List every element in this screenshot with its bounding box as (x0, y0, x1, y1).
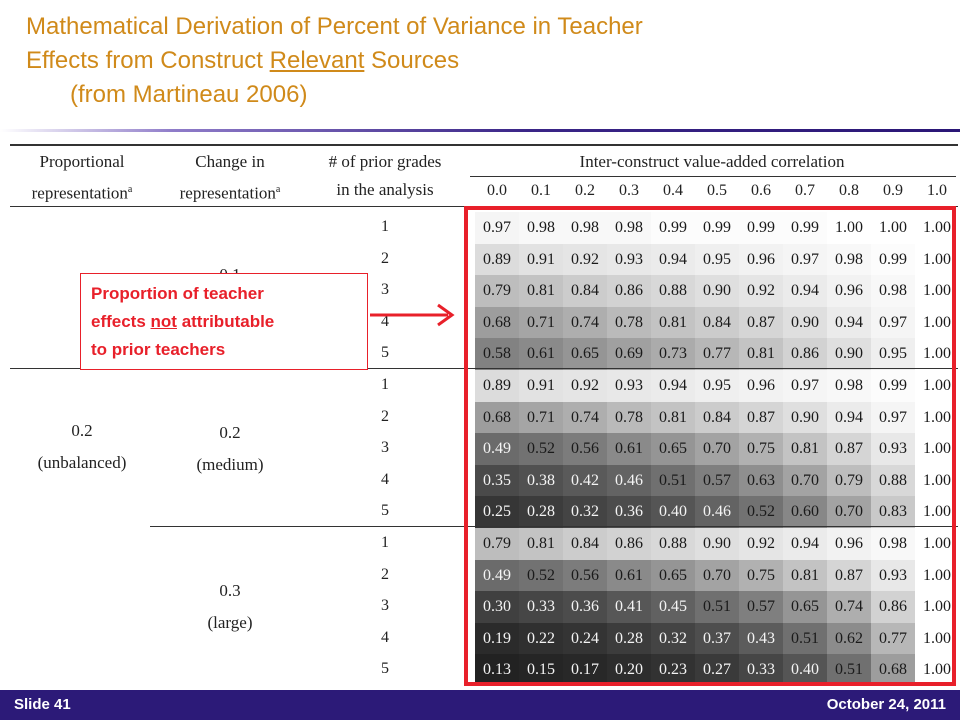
table-cell: 0.62 (827, 623, 871, 655)
table-cell: 0.24 (563, 623, 607, 655)
table-cell: 0.68 (475, 307, 519, 339)
table-cell: 0.97 (783, 370, 827, 402)
table-cell: 0.25 (475, 496, 519, 528)
callout-underlined-word: not (150, 312, 177, 331)
table-cell: 0.57 (695, 465, 739, 497)
table-cell: 0.90 (695, 528, 739, 560)
table-cell: 0.52 (519, 560, 563, 592)
table-cell: 0.77 (871, 623, 915, 655)
table-cell: 0.15 (519, 654, 563, 686)
table-cell: 0.43 (739, 623, 783, 655)
table-cell: 0.63 (739, 465, 783, 497)
highlight-box (464, 206, 956, 686)
table-cell: 0.52 (519, 433, 563, 465)
proportional-label: 0.2 (unbalanced) (37, 421, 127, 472)
table-cell: 0.69 (607, 338, 651, 370)
slide-title (26, 10, 946, 112)
title-line-2-post: Sources (364, 47, 460, 74)
change-label: 0.3 (large) (207, 581, 253, 632)
table-cell: 0.94 (827, 402, 871, 434)
table-cell: 0.40 (651, 496, 695, 528)
table-cell: 0.86 (871, 591, 915, 623)
table-cell: 0.95 (695, 370, 739, 402)
table-cell: 0.83 (871, 496, 915, 528)
grade-count: 2 (381, 249, 389, 267)
table-cell: 0.99 (651, 212, 695, 244)
table-cell: 0.92 (563, 244, 607, 276)
table-cell: 0.93 (607, 370, 651, 402)
table-cell: 0.91 (519, 244, 563, 276)
table-top-rule (10, 144, 958, 146)
grade-count: 1 (381, 376, 389, 393)
table-cell: 0.37 (695, 623, 739, 655)
table-cell: 0.92 (563, 370, 607, 402)
table-cell: 0.88 (651, 528, 695, 560)
table-cell: 0.70 (827, 496, 871, 528)
table-cell: 0.32 (563, 496, 607, 528)
table-cell: 1.00 (915, 244, 959, 276)
table-cell: 0.33 (519, 591, 563, 623)
grade-count: 3 (381, 439, 389, 457)
table-cell: 0.98 (563, 212, 607, 244)
table-cell: 0.84 (695, 307, 739, 339)
table-cell: 0.74 (827, 591, 871, 623)
table-cell: 0.97 (783, 244, 827, 276)
table-cell: 0.52 (739, 496, 783, 528)
title-source: (from Martineau 2006) (70, 81, 308, 108)
table-cell: 0.90 (695, 275, 739, 307)
table-cell: 0.94 (827, 307, 871, 339)
header-proportional: Proportional representation$^a$ (31, 152, 133, 203)
table-cell: 0.68 (475, 402, 519, 434)
table-cell: 0.93 (607, 244, 651, 276)
table-cell: 0.94 (651, 244, 695, 276)
table-cell: 0.81 (519, 275, 563, 307)
grade-count: 1 (381, 534, 389, 551)
table-cell: 0.81 (651, 402, 695, 434)
callout-box (80, 273, 368, 370)
table-cell: 0.93 (871, 560, 915, 592)
table-cell: 1.00 (915, 654, 959, 686)
table-cell: 1.00 (827, 212, 871, 244)
table-cell: 0.81 (783, 560, 827, 592)
table-cell: 0.99 (871, 370, 915, 402)
table-cell: 0.92 (739, 275, 783, 307)
table-cell: 0.60 (783, 496, 827, 528)
correlation-col-header: 0.7 (795, 182, 815, 199)
table-cell: 0.84 (563, 275, 607, 307)
table-cell: 0.70 (695, 560, 739, 592)
table-cell: 0.94 (651, 370, 695, 402)
grade-count: 4 (381, 470, 389, 488)
title-line-1: Mathematical Derivation of Percent of Variance in Teacher (26, 13, 643, 40)
table-cell: 0.49 (475, 560, 519, 592)
correlation-col-header: 0.1 (531, 182, 551, 199)
table-cell: 1.00 (915, 591, 959, 623)
table-cell: 0.86 (607, 275, 651, 307)
table-cell: 0.89 (475, 370, 519, 402)
table-cell: 0.45 (651, 591, 695, 623)
correlation-col-header: 0.0 (487, 182, 507, 199)
grade-count: 3 (381, 281, 389, 299)
table-cell: 0.75 (739, 560, 783, 592)
table-cell: 1.00 (915, 370, 959, 402)
table-cell: 1.00 (915, 528, 959, 560)
table-cell: 0.87 (739, 402, 783, 434)
title-underlined-word: Relevant (269, 47, 365, 74)
table-cell: 0.73 (651, 338, 695, 370)
table-cell: 0.74 (563, 402, 607, 434)
table-cell: 0.51 (783, 623, 827, 655)
title-divider (0, 129, 960, 132)
table-cell: 0.51 (827, 654, 871, 686)
table-cell: 0.35 (475, 465, 519, 497)
table-cell: 0.91 (519, 370, 563, 402)
grade-count: 3 (381, 597, 389, 615)
table-cell: 0.70 (695, 433, 739, 465)
correlation-col-header: 0.2 (575, 182, 595, 199)
grade-count: 5 (381, 344, 389, 362)
table-cell: 0.98 (871, 528, 915, 560)
table-cell: 0.65 (783, 591, 827, 623)
header-change: Change in representation$^a$ (179, 152, 281, 203)
table-cell: 0.23 (651, 654, 695, 686)
table-cell: 0.41 (607, 591, 651, 623)
grade-count: 5 (381, 502, 389, 520)
table-cell: 0.17 (563, 654, 607, 686)
table-cell: 0.90 (783, 307, 827, 339)
table-cell: 0.87 (739, 307, 783, 339)
table-cell: 1.00 (915, 623, 959, 655)
table-cell: 0.74 (563, 307, 607, 339)
table-cell: 0.79 (475, 528, 519, 560)
table-cell: 0.61 (519, 338, 563, 370)
table-cell: 0.51 (651, 465, 695, 497)
table-cell: 0.81 (783, 433, 827, 465)
table-cell: 0.65 (563, 338, 607, 370)
table-cell: 0.78 (607, 307, 651, 339)
correlation-col-header: 1.0 (927, 182, 947, 199)
table-cell: 0.19 (475, 623, 519, 655)
corr-header-rule (470, 176, 956, 177)
table-cell: 1.00 (915, 560, 959, 592)
table-cell: 0.27 (695, 654, 739, 686)
table-cell: 1.00 (915, 433, 959, 465)
table-cell: 0.95 (695, 244, 739, 276)
arrow-right-icon (368, 300, 464, 330)
table-cell: 1.00 (915, 465, 959, 497)
table-cell: 0.40 (783, 654, 827, 686)
table-cell: 0.99 (695, 212, 739, 244)
callout-line-2-pre: effects (91, 312, 151, 331)
table-cell: 0.36 (607, 496, 651, 528)
table-cell: 0.97 (871, 307, 915, 339)
table-cell: 0.99 (739, 212, 783, 244)
table-cell: 0.28 (607, 623, 651, 655)
table-cell: 1.00 (871, 212, 915, 244)
table-cell: 0.49 (475, 433, 519, 465)
table-cell: 0.98 (519, 212, 563, 244)
table-cell: 0.84 (695, 402, 739, 434)
table-cell: 0.96 (739, 244, 783, 276)
correlation-col-header: 0.8 (839, 182, 859, 199)
grade-count: 2 (381, 407, 389, 425)
table-cell: 0.32 (651, 623, 695, 655)
table-cell: 0.93 (871, 433, 915, 465)
table-cell: 0.81 (519, 528, 563, 560)
table-cell: 0.79 (475, 275, 519, 307)
table-cell: 0.90 (827, 338, 871, 370)
table-cell: 0.79 (827, 465, 871, 497)
table-cell: 0.22 (519, 623, 563, 655)
table-cell: 0.87 (827, 433, 871, 465)
correlation-col-header: 0.3 (619, 182, 639, 199)
table-cell: 0.94 (783, 275, 827, 307)
table-cell: 0.98 (871, 275, 915, 307)
table-cell: 0.88 (871, 465, 915, 497)
table-cell: 0.42 (563, 465, 607, 497)
table-cell: 0.33 (739, 654, 783, 686)
table-cell: 0.65 (651, 433, 695, 465)
table-cell: 0.87 (827, 560, 871, 592)
table-cell: 0.70 (783, 465, 827, 497)
table-cell: 1.00 (915, 402, 959, 434)
table-cell: 0.20 (607, 654, 651, 686)
header-prior-grades: # of prior grades in the analysis (328, 152, 442, 199)
table-cell: 0.56 (563, 433, 607, 465)
table-cell: 0.65 (651, 560, 695, 592)
table-cell: 0.84 (563, 528, 607, 560)
table-cell: 0.94 (783, 528, 827, 560)
callout-line-2-post: attributable (176, 312, 275, 331)
table-cell: 0.57 (739, 591, 783, 623)
table-cell: 0.58 (475, 338, 519, 370)
grade-count: 5 (381, 660, 389, 678)
callout-line-3: to prior teachers (91, 340, 226, 359)
correlation-col-header: 0.4 (663, 182, 683, 199)
correlation-col-header: 0.9 (883, 182, 903, 199)
grade-count: 4 (381, 628, 389, 646)
slide-number: Slide 41 (14, 696, 71, 713)
table-cell: 0.96 (827, 528, 871, 560)
callout-line-1: Proportion of teacher (91, 284, 264, 303)
table-cell: 0.68 (871, 654, 915, 686)
table-cell: 1.00 (915, 496, 959, 528)
table-cell: 0.28 (519, 496, 563, 528)
table-cell: 0.97 (871, 402, 915, 434)
change-label: 0.2 (medium) (196, 423, 264, 474)
table-cell: 0.13 (475, 654, 519, 686)
table-cell: 1.00 (915, 307, 959, 339)
table-cell: 0.98 (827, 370, 871, 402)
table-cell: 0.77 (695, 338, 739, 370)
grade-count: 2 (381, 565, 389, 583)
slide-footer (0, 690, 960, 720)
table-cell: 0.99 (783, 212, 827, 244)
table-cell: 0.97 (475, 212, 519, 244)
table-cell: 0.86 (607, 528, 651, 560)
table-cell: 0.51 (695, 591, 739, 623)
table-cell: 0.61 (607, 560, 651, 592)
table-cell: 0.78 (607, 402, 651, 434)
table-cell: 0.95 (871, 338, 915, 370)
table-cell: 0.81 (651, 307, 695, 339)
header-correlation: Inter-construct value-added correlation (579, 152, 845, 171)
table-cell: 0.38 (519, 465, 563, 497)
correlation-col-header: 0.6 (751, 182, 771, 199)
table-cell: 0.46 (607, 465, 651, 497)
table-cell: 1.00 (915, 275, 959, 307)
table-cell: 1.00 (915, 212, 959, 244)
table-cell: 0.98 (607, 212, 651, 244)
table-cell: 0.92 (739, 528, 783, 560)
table-cell: 0.46 (695, 496, 739, 528)
table-cell: 0.75 (739, 433, 783, 465)
table-cell: 0.90 (783, 402, 827, 434)
table-cell: 0.61 (607, 433, 651, 465)
grade-count: 4 (381, 312, 389, 330)
grade-count: 1 (381, 218, 389, 235)
table-cell: 0.89 (475, 244, 519, 276)
table-cell: 1.00 (915, 338, 959, 370)
correlation-col-header: 0.5 (707, 182, 727, 199)
title-line-2-pre: Effects from Construct (26, 47, 270, 74)
table-cell: 0.81 (739, 338, 783, 370)
table-cell: 0.96 (827, 275, 871, 307)
table-cell: 0.36 (563, 591, 607, 623)
table-cell: 0.99 (871, 244, 915, 276)
table-cell: 0.86 (783, 338, 827, 370)
table-cell: 0.56 (563, 560, 607, 592)
table-cell: 0.96 (739, 370, 783, 402)
table-cell: 0.71 (519, 307, 563, 339)
table-cell: 0.30 (475, 591, 519, 623)
table-cell: 0.88 (651, 275, 695, 307)
slide-date: October 24, 2011 (826, 696, 946, 713)
table-cell: 0.98 (827, 244, 871, 276)
table-cell: 0.71 (519, 402, 563, 434)
